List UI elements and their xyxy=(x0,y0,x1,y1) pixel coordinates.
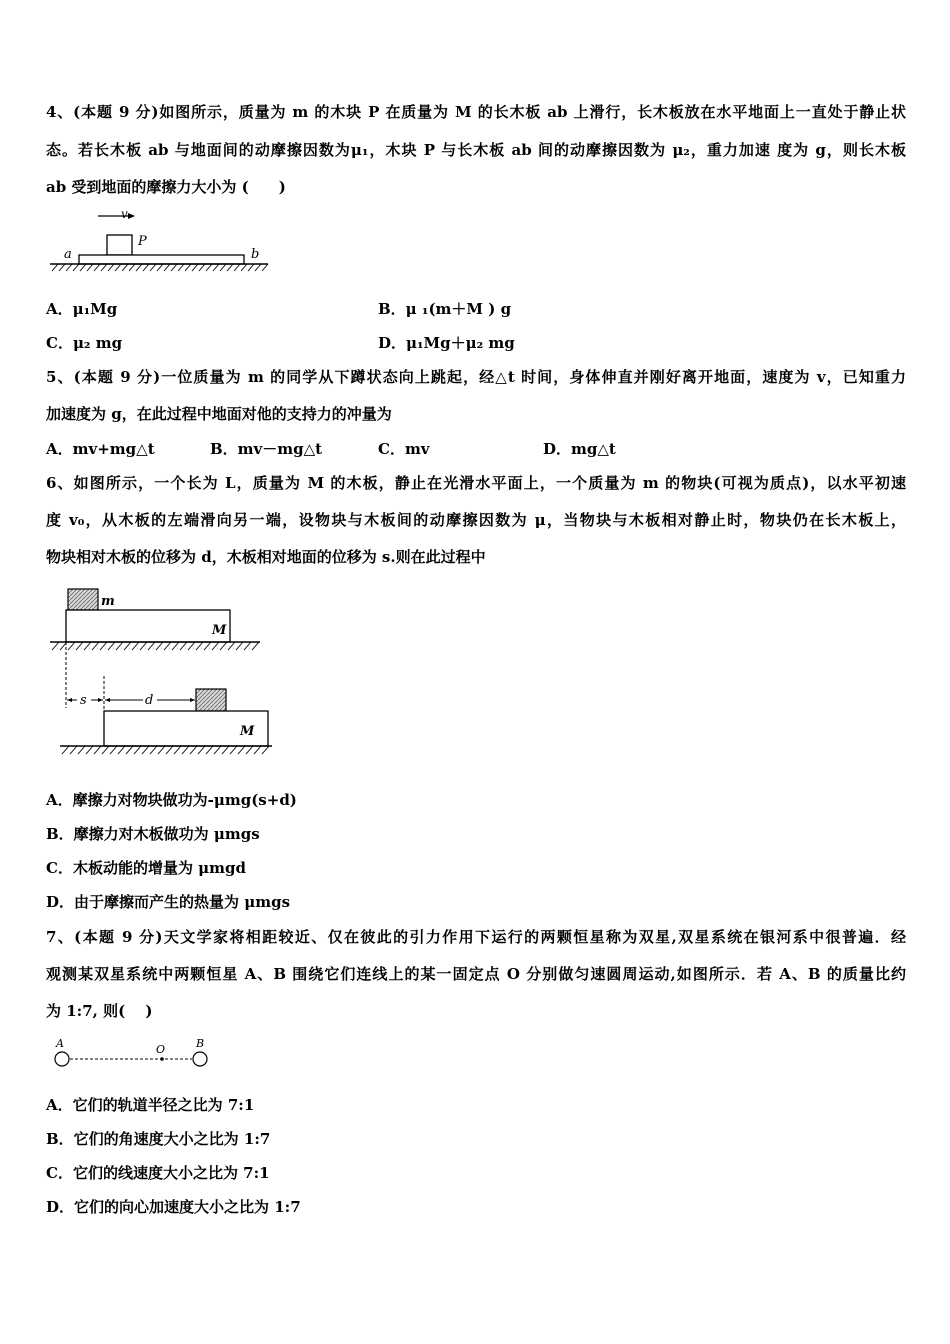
q6-label-d: d xyxy=(145,693,154,708)
q4-stem-line-1: 4、(本题 9 分)如图所示，质量为 m 的木块 P 在质量为 M 的长木板 ab 上滑行，长木板放在水平地面上一直处于静止状 xyxy=(46,103,906,121)
q7-figure-binary-stars xyxy=(46,1034,221,1074)
q7-label-B: B xyxy=(196,1037,205,1050)
q6-label-M-top: M xyxy=(212,623,227,638)
q5-option-c[interactable]: C．mv xyxy=(378,440,430,458)
q7-label-O: O xyxy=(156,1043,166,1056)
q6-stem-line-1: 6、如图所示，一个长为 L，质量为 M 的木板，静止在光滑水平面上，一个质量为 m 的物块(可视为质点)，以水平初速 xyxy=(46,474,906,492)
q5-option-b[interactable]: B．mv－mg△t xyxy=(210,440,323,458)
q6-figure-board-displacement xyxy=(46,580,276,760)
q4-option-c[interactable]: C．μ₂ mg xyxy=(46,334,123,352)
q4-label-b: b xyxy=(251,247,260,262)
q5-stem-line-1: 5、(本题 9 分)一位质量为 m 的同学从下蹲状态向上跳起，经△t 时间，身体伸直并刚好离开地面，速度为 v，已知重力 xyxy=(46,368,906,386)
q5-option-a[interactable]: A．mv+mg△t xyxy=(46,440,155,458)
q6-label-s: s xyxy=(80,693,87,708)
q7-stem-line-1: 7、(本题 9 分)天文学家将相距较近、仅在彼此的引力作用下运行的两颗恒星称为双星,双星系统在银河系中很普遍．经 xyxy=(46,928,906,946)
q4-figure-board-block xyxy=(46,206,276,280)
q6-option-a[interactable]: A．摩擦力对物块做功为-μmg(s+d) xyxy=(46,791,297,809)
star-A xyxy=(55,1052,69,1066)
q7-option-b[interactable]: B．它们的角速度大小之比为 1:7 xyxy=(46,1130,271,1148)
q7-stem-line-3: 为 1:7, 则( ) xyxy=(46,1002,153,1020)
q6-option-b[interactable]: B．摩擦力对木板做功为 μmgs xyxy=(46,825,260,843)
q4-option-b[interactable]: B．μ ₁(m＋M ) g xyxy=(378,300,512,318)
q7-stem-line-2: 观测某双星系统中两颗恒星 A、B 围绕它们连线上的某一固定点 O 分别做匀速圆周运动,如图所示．若 A、B 的质量比约 xyxy=(46,965,906,983)
q6-stem-line-2: 度 v₀，从木板的左端滑向另一端，设物块与木板间的动摩擦因数为 μ，当物块与木板相对静止时，物块仍在长木板上， xyxy=(46,511,906,529)
center-O xyxy=(160,1057,164,1061)
star-B xyxy=(193,1052,207,1066)
q6-stem-line-3: 物块相对木板的位移为 d，木板相对地面的位移为 s.则在此过程中 xyxy=(46,548,486,566)
q4-label-v: v xyxy=(121,207,128,221)
q6-label-m: m xyxy=(101,594,115,609)
q6-option-c[interactable]: C．木板动能的增量为 μmgd xyxy=(46,859,246,877)
q4-option-d[interactable]: D．μ₁Mg＋μ₂ mg xyxy=(378,334,515,352)
q4-label-P: P xyxy=(138,234,147,249)
q7-option-a[interactable]: A．它们的轨道半径之比为 7:1 xyxy=(46,1096,255,1114)
q7-option-d[interactable]: D．它们的向心加速度大小之比为 1:7 xyxy=(46,1198,301,1216)
q6-label-M-bottom: M xyxy=(240,724,255,739)
q6-option-d[interactable]: D．由于摩擦而产生的热量为 μmgs xyxy=(46,893,291,911)
q4-stem-line-3: ab 受到地面的摩擦力大小为 ( ) xyxy=(46,178,286,196)
q4-label-a: a xyxy=(64,247,72,262)
q5-option-d[interactable]: D．mg△t xyxy=(543,440,616,458)
q7-option-c[interactable]: C．它们的线速度大小之比为 7:1 xyxy=(46,1164,270,1182)
q7-label-A: A xyxy=(56,1037,64,1050)
q4-stem-line-2: 态。若长木板 ab 与地面间的动摩擦因数为μ₁，木块 P 与长木板 ab 间的动摩擦因数为 μ₂，重力加速 度为 g，则长木板 xyxy=(46,141,906,159)
q5-stem-line-2: 加速度为 g，在此过程中地面对他的支持力的冲量为 xyxy=(46,405,392,423)
q4-option-a[interactable]: A．μ₁Mg xyxy=(46,300,118,318)
